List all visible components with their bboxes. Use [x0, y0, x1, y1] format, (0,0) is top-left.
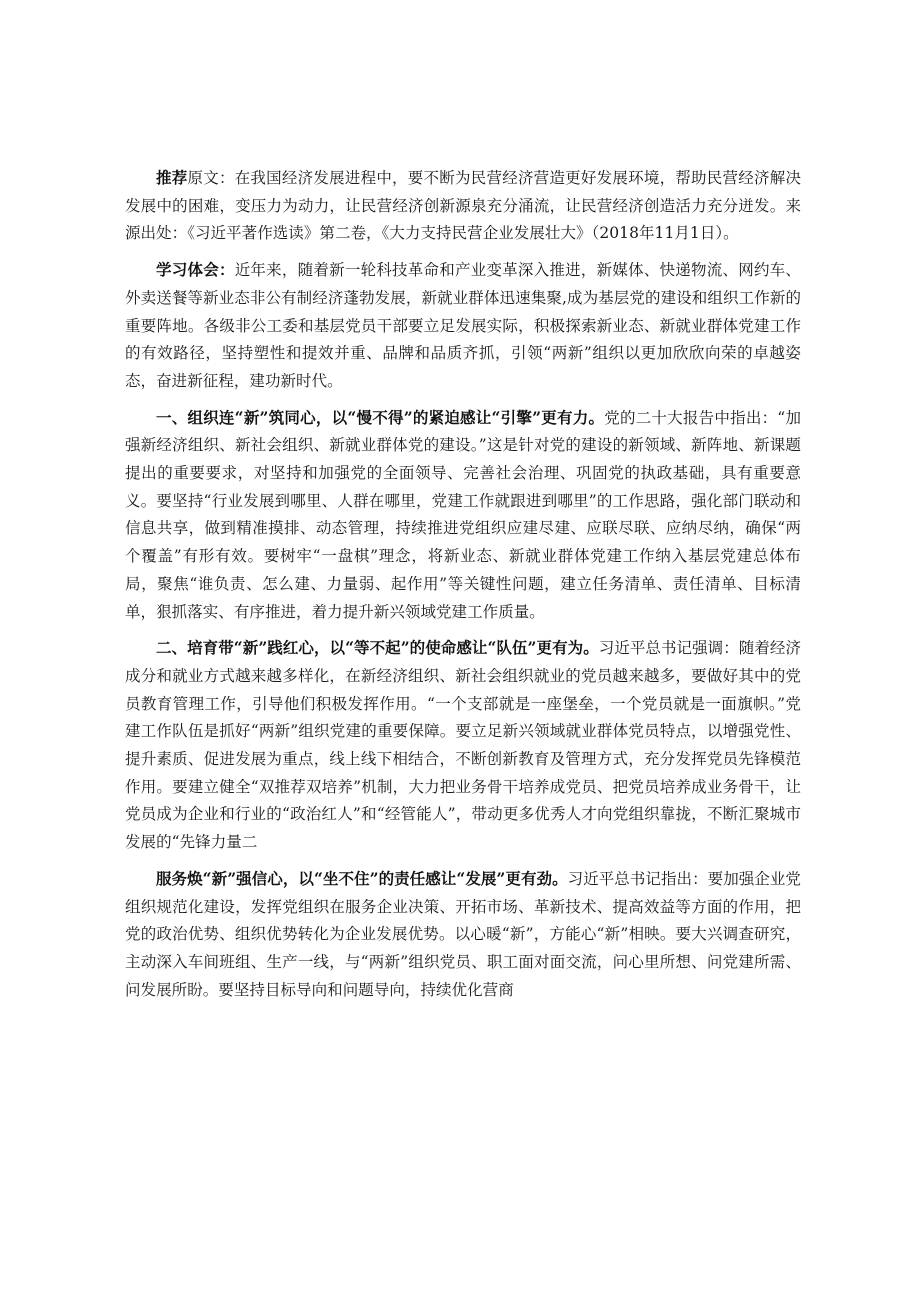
paragraph-lead: 推荐	[156, 168, 188, 187]
paragraph-learning-insight	[125, 256, 801, 396]
paragraph-text: 近年来，随着新一轮科技革命和产业变革深入推进，新媒体、快递物流、网约车、外卖送餐等新业态非公有制经济蓬勃发展，新就业群体迅速集聚,成为基层党的建设和组织工作新的重要阵地。各级非公工委和基层党员干部要立足发展实际，积极探索新业态、新就业群体党建工作的有效路径，坚持塑性和提效并重、品牌和品质齐抓，引领“两新”组织以更加欣欣向荣的卓越姿态，奋进新征程，建功新时代。	[125, 261, 801, 390]
paragraph-lead: 学习体会：	[156, 260, 235, 280]
section-heading: 二、培育带“新”践红心，以“等不起”的使命感让“队伍”更有为。	[156, 638, 599, 658]
section-heading: 一、组织连“新”筑同心，以“慢不得”的紧迫感让“引擎”更有力。	[156, 407, 605, 427]
paragraph-text: 习近平总书记指出：要加强企业党组织规范化建设，发挥党组织在服务企业决策、开拓市场、革新技术、提高效益等方面的作用，把党的政治优势、组织优势转化为企业发展优势。以心暖“新”，方能心“新”相映。要大兴调查研究，主动深入车间班组、生产一线，与“两新”组织党员、职工面对面交流，问心里所想、问党建所需、问发展所盼。要坚持目标导向和问题导向，持续优化营商	[125, 869, 801, 999]
paragraph-text: 原文：在我国经济发展进程中，要不断为民营经济营造更好发展环境，帮助民营经济解决发展中的困难，变压力为动力，让民营经济创新源泉充分涌流，让民营经济创造活力充分迸发。来源出处：《习近平著作选读》第二卷，《大力支持民营企业发展壮大》（2018年11月1日）。	[125, 169, 802, 243]
paragraph-section-2	[125, 634, 801, 857]
paragraph-section-3	[125, 865, 801, 1005]
paragraph-text: 党的二十大报告中指出：“加强新经济组织、新社会组织、新就业群体党的建设。”这是针对党的建设的新领域、新阵地、新课题提出的重要要求，对坚持和加强党的全面领导、完善社会治理、巩固党的执政基础，具有重要意义。要坚持“行业发展到哪里、人群在哪里，党建工作就跟进到哪里”的工作思路，强化部门联动和信息共享，做到精准摸排、动态管理，持续推进党组织应建尽建、应联尽联、应纳尽纳，确保“两个覆盖”有形有效。要树牢“一盘棋”理念，将新业态、新就业群体党建工作纳入基层党建总体布局，聚焦“谁负责、怎么建、力量弱、起作用”等关键性问题，建立任务清单、责任清单、目标清单，狠抓落实、有序推进，着力提升新兴领域党建工作质量。	[125, 408, 802, 621]
paragraph-recommendation	[125, 164, 801, 248]
document-body	[125, 164, 801, 1012]
section-heading: 服务焕“新”强信心，以“坐不住”的责任感让“发展”更有劲。	[156, 868, 568, 888]
paragraph-section-1	[125, 404, 801, 627]
paragraph-text: 习近平总书记强调：随着经济成分和就业方式越来越多样化，在新经济组织、新社会组织就业的党员越来越多，要做好其中的党员教育管理工作，引导他们积极发挥作用。“一个支部就是一座堡垒，一个党员就是一面旗帜。”党建工作队伍是抓好“两新”组织党建的重要保障。要立足新兴领域就业群体党员特点，以增强党性、提升素质、促进发展为重点，线上线下相结合，不断创新教育及管理方式，充分发挥党员先锋模范作用。要建立健全“双推荐双培养”机制，大力把业务骨干培养成党员、把党员培养成业务骨干，让党员成为企业和行业的“政治红人”和“经管能人”，带动更多优秀人才向党组织靠拢，不断汇聚城市发展的“先锋力量二	[125, 639, 801, 852]
